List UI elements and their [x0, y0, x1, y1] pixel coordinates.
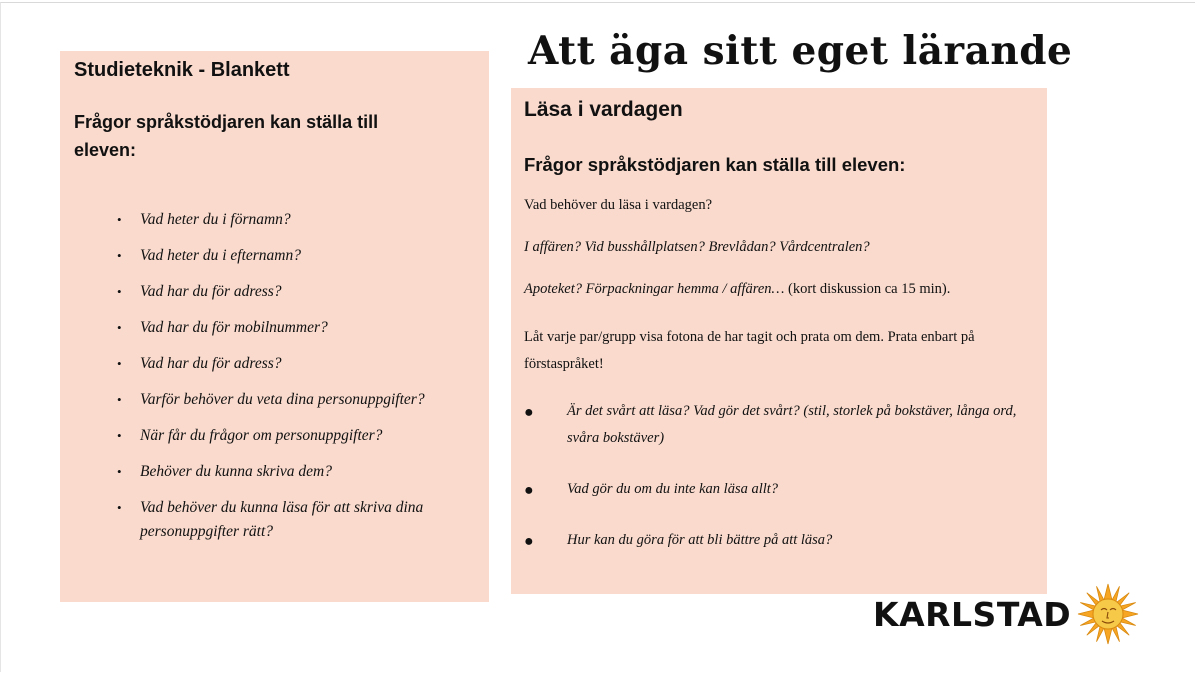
left-panel: [60, 51, 489, 602]
list-item: [74, 352, 475, 376]
question-text: Hur kan du göra för att bli bättre på att läsa?: [567, 532, 833, 548]
sun-icon: [1077, 583, 1139, 645]
list-item: [74, 208, 475, 232]
right-panel: [511, 88, 1047, 594]
bullet-icon: •: [117, 284, 122, 299]
logo-text: KARLSTAD: [873, 594, 1072, 634]
list-item: [74, 280, 475, 304]
question-text: Vad heter du i förnamn?: [140, 211, 291, 228]
bullet-icon: •: [117, 356, 122, 371]
paragraph-1: Vad behöver du läsa i vardagen?: [524, 197, 713, 213]
right-question-list: [524, 398, 1034, 554]
list-item: [74, 244, 475, 268]
right-panel-subheading: Frågor språkstödjaren kan ställa till eleven:: [524, 154, 906, 175]
bullet-icon: •: [117, 392, 122, 407]
paragraph-3-italic: Apoteket? Förpackningar hemma / affären…: [524, 281, 785, 297]
left-panel-subheading: [74, 108, 475, 164]
question-text: Behöver du kunna skriva dem?: [140, 463, 332, 480]
karlstad-logo: [873, 583, 1158, 645]
bullet-icon: •: [117, 500, 122, 515]
bullet-icon: ●: [524, 482, 534, 499]
list-item: [74, 424, 475, 448]
paragraph-3-normal: (kort diskussion ca 15 min).: [784, 281, 951, 297]
bullet-icon: •: [117, 464, 122, 479]
bullet-icon: ●: [524, 404, 534, 421]
left-panel-heading: Studieteknik - Blankett: [74, 59, 290, 81]
bullet-icon: •: [117, 248, 122, 263]
bullet-icon: •: [117, 212, 122, 227]
list-item: [74, 316, 475, 340]
list-item: [74, 388, 475, 412]
list-item: [74, 496, 475, 544]
paragraph-4: Låt varje par/grupp visa fotona de har tagit och prata om dem. Prata enbart på förstaspråket!: [524, 329, 975, 372]
left-question-list: [74, 208, 475, 544]
list-item: [524, 476, 1034, 503]
question-text: Vad gör du om du inte kan läsa allt?: [567, 481, 779, 497]
question-text: Vad har du för mobilnummer?: [140, 319, 328, 336]
question-text: När får du frågor om personuppgifter?: [140, 427, 383, 444]
list-item: [74, 460, 475, 484]
left-subheading-line1: Frågor språkstödjaren kan ställa till: [74, 112, 379, 132]
question-text: Varför behöver du veta dina personuppgifter?: [140, 391, 425, 408]
bullet-icon: ●: [524, 533, 534, 550]
question-text: Vad heter du i efternamn?: [140, 247, 302, 264]
slide-title: Att äga sitt eget lärande: [528, 28, 1073, 74]
list-item: [524, 398, 1034, 452]
paragraph-2: [524, 234, 1034, 261]
bullet-icon: •: [117, 320, 122, 335]
bullet-icon: •: [117, 428, 122, 443]
question-text: Vad behöver du kunna läsa för att skriva dina personuppgifter rätt?: [140, 499, 424, 540]
question-text: Vad har du för adress?: [140, 283, 282, 300]
right-panel-heading: Läsa i vardagen: [524, 98, 683, 121]
left-subheading-line2: eleven:: [74, 140, 137, 160]
question-text: Är det svårt att läsa? Vad gör det svårt? (stil, storlek på bokstäver, långa ord, svåra bokstäver): [567, 403, 1017, 446]
paragraph-3: [524, 276, 1034, 303]
list-item: [524, 527, 1034, 554]
paragraph-2-text: I affären? Vid busshållplatsen? Brevlådan? Vårdcentralen?: [524, 239, 870, 255]
question-text: Vad har du för adress?: [140, 355, 282, 372]
